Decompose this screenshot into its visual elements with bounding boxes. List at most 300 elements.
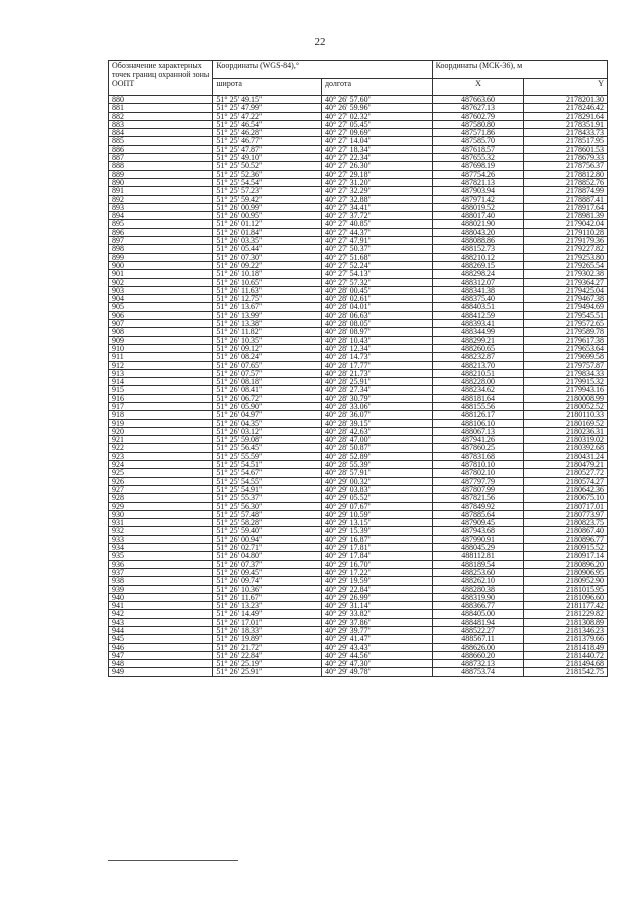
y-coordinate-cell: 2178351.91 [524, 120, 608, 128]
y-coordinate-cell: 2178981.39 [524, 212, 608, 220]
y-coordinate-cell: 2179943.16 [524, 386, 608, 394]
y-coordinate-cell: 2179042.04 [524, 220, 608, 228]
longitude-cell: 40° 27' 47.91" [321, 237, 432, 245]
table-row [109, 394, 608, 402]
x-coordinate-cell: 488155.56 [432, 402, 524, 410]
point-id-cell: 894 [109, 212, 213, 220]
y-coordinate-cell: 2181229.82 [524, 610, 608, 618]
y-coordinate-cell: 2180675.10 [524, 494, 608, 502]
x-coordinate-cell: 488626.00 [432, 643, 524, 651]
longitude-cell: 40° 28' 33.06" [321, 402, 432, 410]
table-row [109, 237, 608, 245]
latitude-cell: 51° 26' 07.65" [213, 361, 322, 369]
table-row [109, 386, 608, 394]
y-coordinate-cell: 2179265.54 [524, 261, 608, 269]
x-coordinate-cell: 487821.13 [432, 178, 524, 186]
longitude-cell: 40° 29' 10.59" [321, 510, 432, 518]
table-row [109, 635, 608, 643]
point-id-cell: 924 [109, 461, 213, 469]
longitude-cell: 40° 29' 15.39" [321, 527, 432, 535]
x-coordinate-cell: 488106.10 [432, 419, 524, 427]
y-coordinate-cell: 2180773.97 [524, 510, 608, 518]
point-id-cell: 935 [109, 552, 213, 560]
x-coordinate-cell: 488213.70 [432, 361, 524, 369]
longitude-cell: 40° 28' 50.87" [321, 444, 432, 452]
table-row [109, 668, 608, 676]
latitude-cell: 51° 26' 04.97" [213, 411, 322, 419]
y-coordinate-cell: 2181418.49 [524, 643, 608, 651]
point-id-cell: 927 [109, 485, 213, 493]
latitude-cell: 51° 25' 50.52" [213, 162, 322, 170]
latitude-cell: 51° 25' 57.48" [213, 510, 322, 518]
longitude-cell: 40° 28' 10.43" [321, 336, 432, 344]
point-id-cell: 903 [109, 286, 213, 294]
table-row [109, 328, 608, 336]
point-id-cell: 942 [109, 610, 213, 618]
point-id-cell: 928 [109, 494, 213, 502]
longitude-cell: 40° 28' 17.77" [321, 361, 432, 369]
y-coordinate-cell: 2181177.42 [524, 602, 608, 610]
y-coordinate-cell: 2181096.60 [524, 593, 608, 601]
table-row [109, 187, 608, 195]
point-id-cell: 926 [109, 477, 213, 485]
longitude-cell: 40° 29' 26.99" [321, 593, 432, 601]
point-id-cell: 940 [109, 593, 213, 601]
point-id-cell: 895 [109, 220, 213, 228]
x-coordinate-cell: 488181.64 [432, 394, 524, 402]
point-id-cell: 912 [109, 361, 213, 369]
x-coordinate-cell: 487663.60 [432, 96, 524, 104]
table-row [109, 552, 608, 560]
x-coordinate-cell: 488021.90 [432, 220, 524, 228]
longitude-cell: 40° 29' 17.81" [321, 544, 432, 552]
y-coordinate-cell: 2179227.82 [524, 245, 608, 253]
point-id-cell: 902 [109, 278, 213, 286]
table-row [109, 145, 608, 153]
latitude-cell: 51° 26' 03.35" [213, 237, 322, 245]
point-id-cell: 900 [109, 261, 213, 269]
x-coordinate-cell: 488088.86 [432, 237, 524, 245]
longitude-cell: 40° 27' 54.13" [321, 270, 432, 278]
point-id-cell: 923 [109, 452, 213, 460]
header-x: X [432, 78, 524, 96]
x-coordinate-cell: 488280.38 [432, 585, 524, 593]
latitude-cell: 51° 26' 13.67" [213, 303, 322, 311]
longitude-cell: 40° 29' 00.32" [321, 477, 432, 485]
table-row [109, 369, 608, 377]
y-coordinate-cell: 2180236.31 [524, 427, 608, 435]
x-coordinate-cell: 487698.19 [432, 162, 524, 170]
x-coordinate-cell: 487655.32 [432, 154, 524, 162]
point-id-cell: 938 [109, 577, 213, 585]
point-id-cell: 907 [109, 320, 213, 328]
longitude-cell: 40° 29' 17.22" [321, 568, 432, 576]
longitude-cell: 40° 28' 08.05" [321, 320, 432, 328]
longitude-cell: 40° 29' 16.87" [321, 535, 432, 543]
latitude-cell: 51° 25' 59.40" [213, 527, 322, 535]
x-coordinate-cell: 488253.60 [432, 568, 524, 576]
header-latitude: широта [213, 78, 322, 96]
point-id-cell: 911 [109, 353, 213, 361]
longitude-cell: 40° 27' 02.32" [321, 112, 432, 120]
point-id-cell: 949 [109, 668, 213, 676]
table-row [109, 477, 608, 485]
latitude-cell: 51° 26' 08.24" [213, 353, 322, 361]
point-id-cell: 901 [109, 270, 213, 278]
y-coordinate-cell: 2180896.20 [524, 560, 608, 568]
point-id-cell: 886 [109, 145, 213, 153]
longitude-cell: 40° 29' 44.56" [321, 651, 432, 659]
y-coordinate-cell: 2180906.95 [524, 568, 608, 576]
latitude-cell: 51° 25' 59.42" [213, 195, 322, 203]
latitude-cell: 51° 26' 11.82" [213, 328, 322, 336]
x-coordinate-cell: 488299.21 [432, 336, 524, 344]
latitude-cell: 51° 25' 46.54" [213, 120, 322, 128]
point-id-cell: 914 [109, 378, 213, 386]
point-id-cell: 925 [109, 469, 213, 477]
longitude-cell: 40° 28' 42.63" [321, 427, 432, 435]
table-row [109, 361, 608, 369]
latitude-cell: 51° 25' 52.36" [213, 170, 322, 178]
longitude-cell: 40° 28' 08.97" [321, 328, 432, 336]
x-coordinate-cell: 488210.12 [432, 253, 524, 261]
x-coordinate-cell: 488262.10 [432, 577, 524, 585]
table-row [109, 270, 608, 278]
latitude-cell: 51° 25' 54.91" [213, 485, 322, 493]
latitude-cell: 51° 26' 00.94" [213, 535, 322, 543]
longitude-cell: 40° 28' 57.91" [321, 469, 432, 477]
table-row [109, 104, 608, 112]
x-coordinate-cell: 488393.41 [432, 320, 524, 328]
x-coordinate-cell: 487585.70 [432, 137, 524, 145]
x-coordinate-cell: 487860.25 [432, 444, 524, 452]
latitude-cell: 51° 26' 07.37" [213, 560, 322, 568]
y-coordinate-cell: 2180527.72 [524, 469, 608, 477]
latitude-cell: 51° 25' 47.99" [213, 104, 322, 112]
table-row [109, 419, 608, 427]
y-coordinate-cell: 2179179.36 [524, 237, 608, 245]
latitude-cell: 51° 26' 09.22" [213, 261, 322, 269]
point-id-cell: 891 [109, 187, 213, 195]
page-number: 22 [314, 36, 326, 48]
latitude-cell: 51° 25' 55.59" [213, 452, 322, 460]
point-id-cell: 919 [109, 419, 213, 427]
x-coordinate-cell: 487602.79 [432, 112, 524, 120]
table-row [109, 353, 608, 361]
latitude-cell: 51° 26' 12.75" [213, 295, 322, 303]
latitude-cell: 51° 26' 01.84" [213, 228, 322, 236]
longitude-cell: 40° 28' 27.34" [321, 386, 432, 394]
longitude-cell: 40° 27' 50.37" [321, 245, 432, 253]
point-id-cell: 897 [109, 237, 213, 245]
x-coordinate-cell: 488126.17 [432, 411, 524, 419]
y-coordinate-cell: 2179253.80 [524, 253, 608, 261]
x-coordinate-cell: 487885.64 [432, 510, 524, 518]
table-row [109, 178, 608, 186]
point-id-cell: 947 [109, 651, 213, 659]
x-coordinate-cell: 487909.45 [432, 519, 524, 527]
table-row [109, 510, 608, 518]
longitude-cell: 40° 29' 31.14" [321, 602, 432, 610]
x-coordinate-cell: 487571.86 [432, 129, 524, 137]
y-coordinate-cell: 2179572.65 [524, 320, 608, 328]
point-id-cell: 909 [109, 336, 213, 344]
y-coordinate-cell: 2180574.27 [524, 477, 608, 485]
point-id-cell: 921 [109, 436, 213, 444]
header-msk36: Координаты (МСК-36), м [432, 61, 607, 79]
y-coordinate-cell: 2179364.27 [524, 278, 608, 286]
latitude-cell: 51° 26' 09.74" [213, 577, 322, 585]
longitude-cell: 40° 29' 03.83" [321, 485, 432, 493]
table-row [109, 96, 608, 104]
y-coordinate-cell: 2178874.99 [524, 187, 608, 195]
x-coordinate-cell: 487802.10 [432, 469, 524, 477]
table-row [109, 402, 608, 410]
longitude-cell: 40° 27' 37.72" [321, 212, 432, 220]
latitude-cell: 51° 25' 57.23" [213, 187, 322, 195]
y-coordinate-cell: 2180319.02 [524, 436, 608, 444]
y-coordinate-cell: 2180392.68 [524, 444, 608, 452]
longitude-cell: 40° 29' 33.82" [321, 610, 432, 618]
longitude-cell: 40° 27' 05.45" [321, 120, 432, 128]
latitude-cell: 51° 26' 21.72" [213, 643, 322, 651]
point-id-cell: 931 [109, 519, 213, 527]
x-coordinate-cell: 488298.24 [432, 270, 524, 278]
table-row [109, 427, 608, 435]
y-coordinate-cell: 2178601.53 [524, 145, 608, 153]
y-coordinate-cell: 2179915.32 [524, 378, 608, 386]
table-row [109, 162, 608, 170]
latitude-cell: 51° 26' 08.18" [213, 378, 322, 386]
x-coordinate-cell: 487943.68 [432, 527, 524, 535]
x-coordinate-cell: 488228.00 [432, 378, 524, 386]
x-coordinate-cell: 488344.99 [432, 328, 524, 336]
point-id-cell: 893 [109, 203, 213, 211]
x-coordinate-cell: 487831.68 [432, 452, 524, 460]
header-point-label: Обозначение характерных точек границ охранной зоны ООПТ [109, 61, 213, 96]
latitude-cell: 51° 26' 13.99" [213, 311, 322, 319]
point-id-cell: 920 [109, 427, 213, 435]
x-coordinate-cell: 488067.13 [432, 427, 524, 435]
y-coordinate-cell: 2178812.80 [524, 170, 608, 178]
x-coordinate-cell: 488017.40 [432, 212, 524, 220]
longitude-cell: 40° 28' 36.07" [321, 411, 432, 419]
latitude-cell: 51° 26' 09.45" [213, 568, 322, 576]
point-id-cell: 915 [109, 386, 213, 394]
table-row [109, 286, 608, 294]
latitude-cell: 51° 26' 22.84" [213, 651, 322, 659]
longitude-cell: 40° 27' 40.85" [321, 220, 432, 228]
table-row [109, 344, 608, 352]
longitude-cell: 40° 29' 22.84" [321, 585, 432, 593]
point-id-cell: 937 [109, 568, 213, 576]
x-coordinate-cell: 488045.29 [432, 544, 524, 552]
x-coordinate-cell: 488043.20 [432, 228, 524, 236]
point-id-cell: 918 [109, 411, 213, 419]
latitude-cell: 51° 25' 49.15" [213, 96, 322, 104]
point-id-cell: 930 [109, 510, 213, 518]
x-coordinate-cell: 488403.51 [432, 303, 524, 311]
x-coordinate-cell: 488341.38 [432, 286, 524, 294]
longitude-cell: 40° 27' 14.04" [321, 137, 432, 145]
longitude-cell: 40° 28' 04.01" [321, 303, 432, 311]
y-coordinate-cell: 2179494.69 [524, 303, 608, 311]
longitude-cell: 40° 27' 32.29" [321, 187, 432, 195]
y-coordinate-cell: 2181440.72 [524, 651, 608, 659]
point-id-cell: 941 [109, 602, 213, 610]
latitude-cell: 51° 26' 00.95" [213, 212, 322, 220]
point-id-cell: 883 [109, 120, 213, 128]
table-row [109, 278, 608, 286]
latitude-cell: 51° 25' 54.54" [213, 178, 322, 186]
y-coordinate-cell: 2178517.95 [524, 137, 608, 145]
table-row [109, 618, 608, 626]
x-coordinate-cell: 488269.15 [432, 261, 524, 269]
table-row [109, 519, 608, 527]
y-coordinate-cell: 2178887.41 [524, 195, 608, 203]
latitude-cell: 51° 25' 56.45" [213, 444, 322, 452]
latitude-cell: 51° 26' 04.80" [213, 552, 322, 560]
table-row [109, 137, 608, 145]
longitude-cell: 40° 29' 16.70" [321, 560, 432, 568]
longitude-cell: 40° 28' 52.89" [321, 452, 432, 460]
table-row [109, 643, 608, 651]
x-coordinate-cell: 488210.51 [432, 369, 524, 377]
header-y: Y [524, 78, 608, 96]
x-coordinate-cell: 487849.92 [432, 502, 524, 510]
header-longitude: долгота [321, 78, 432, 96]
point-id-cell: 884 [109, 129, 213, 137]
longitude-cell: 40° 29' 41.47" [321, 635, 432, 643]
latitude-cell: 51° 26' 13.38" [213, 320, 322, 328]
point-id-cell: 880 [109, 96, 213, 104]
x-coordinate-cell: 487810.10 [432, 461, 524, 469]
x-coordinate-cell: 487618.57 [432, 145, 524, 153]
longitude-cell: 40° 29' 49.78" [321, 668, 432, 676]
table-row [109, 295, 608, 303]
table-row [109, 593, 608, 601]
longitude-cell: 40° 27' 22.34" [321, 154, 432, 162]
longitude-cell: 40° 29' 43.43" [321, 643, 432, 651]
y-coordinate-cell: 2180867.40 [524, 527, 608, 535]
point-id-cell: 944 [109, 627, 213, 635]
point-id-cell: 945 [109, 635, 213, 643]
point-id-cell: 898 [109, 245, 213, 253]
table-row [109, 494, 608, 502]
table-row [109, 261, 608, 269]
x-coordinate-cell: 487990.91 [432, 535, 524, 543]
longitude-cell: 40° 26' 57.60" [321, 96, 432, 104]
point-id-cell: 885 [109, 137, 213, 145]
y-coordinate-cell: 2178291.64 [524, 112, 608, 120]
point-id-cell: 899 [109, 253, 213, 261]
y-coordinate-cell: 2180431.24 [524, 452, 608, 460]
longitude-cell: 40° 27' 52.24" [321, 261, 432, 269]
longitude-cell: 40° 28' 21.73" [321, 369, 432, 377]
table-row [109, 444, 608, 452]
table-row [109, 203, 608, 211]
point-id-cell: 916 [109, 394, 213, 402]
x-coordinate-cell: 487754.26 [432, 170, 524, 178]
y-coordinate-cell: 2180479.21 [524, 461, 608, 469]
x-coordinate-cell: 487971.42 [432, 195, 524, 203]
point-id-cell: 904 [109, 295, 213, 303]
y-coordinate-cell: 2179699.58 [524, 353, 608, 361]
latitude-cell: 51° 26' 07.57" [213, 369, 322, 377]
longitude-cell: 40° 28' 12.34" [321, 344, 432, 352]
table-row [109, 485, 608, 493]
table-row [109, 585, 608, 593]
y-coordinate-cell: 2179425.04 [524, 286, 608, 294]
y-coordinate-cell: 2179617.38 [524, 336, 608, 344]
point-id-cell: 939 [109, 585, 213, 593]
longitude-cell: 40° 27' 32.88" [321, 195, 432, 203]
longitude-cell: 40° 28' 25.91" [321, 378, 432, 386]
longitude-cell: 40° 27' 09.69" [321, 129, 432, 137]
y-coordinate-cell: 2179302.38 [524, 270, 608, 278]
y-coordinate-cell: 2181494.68 [524, 660, 608, 668]
longitude-cell: 40° 29' 13.15" [321, 519, 432, 527]
latitude-cell: 51° 25' 56.30" [213, 502, 322, 510]
table-row [109, 112, 608, 120]
y-coordinate-cell: 2179834.33 [524, 369, 608, 377]
x-coordinate-cell: 488234.62 [432, 386, 524, 394]
x-coordinate-cell: 488753.74 [432, 668, 524, 676]
x-coordinate-cell: 487580.80 [432, 120, 524, 128]
x-coordinate-cell: 487807.99 [432, 485, 524, 493]
point-id-cell: 922 [109, 444, 213, 452]
table-row [109, 411, 608, 419]
table-row [109, 220, 608, 228]
latitude-cell: 51° 25' 54.51" [213, 461, 322, 469]
point-id-cell: 929 [109, 502, 213, 510]
latitude-cell: 51° 26' 05.90" [213, 402, 322, 410]
x-coordinate-cell: 488112.81 [432, 552, 524, 560]
y-coordinate-cell: 2180008.99 [524, 394, 608, 402]
latitude-cell: 51° 26' 11.67" [213, 593, 322, 601]
table-row [109, 577, 608, 585]
y-coordinate-cell: 2180717.01 [524, 502, 608, 510]
longitude-cell: 40° 27' 34.41" [321, 203, 432, 211]
point-id-cell: 882 [109, 112, 213, 120]
y-coordinate-cell: 2179653.64 [524, 344, 608, 352]
table-row [109, 610, 608, 618]
y-coordinate-cell: 2178246.42 [524, 104, 608, 112]
longitude-cell: 40° 27' 29.18" [321, 170, 432, 178]
y-coordinate-cell: 2181346.23 [524, 627, 608, 635]
latitude-cell: 51° 25' 58.28" [213, 519, 322, 527]
x-coordinate-cell: 487903.94 [432, 187, 524, 195]
x-coordinate-cell: 488375.40 [432, 295, 524, 303]
y-coordinate-cell: 2178756.37 [524, 162, 608, 170]
latitude-cell: 51° 26' 10.35" [213, 336, 322, 344]
point-id-cell: 934 [109, 544, 213, 552]
y-coordinate-cell: 2180952.90 [524, 577, 608, 585]
point-id-cell: 888 [109, 162, 213, 170]
point-id-cell: 943 [109, 618, 213, 626]
table-row [109, 461, 608, 469]
x-coordinate-cell: 488481.94 [432, 618, 524, 626]
y-coordinate-cell: 2180915.52 [524, 544, 608, 552]
y-coordinate-cell: 2180917.14 [524, 552, 608, 560]
point-id-cell: 892 [109, 195, 213, 203]
longitude-cell: 40° 28' 02.61" [321, 295, 432, 303]
x-coordinate-cell: 488522.27 [432, 627, 524, 635]
coordinates-table [108, 60, 608, 677]
y-coordinate-cell: 2178852.76 [524, 178, 608, 186]
x-coordinate-cell: 488260.65 [432, 344, 524, 352]
point-id-cell: 933 [109, 535, 213, 543]
